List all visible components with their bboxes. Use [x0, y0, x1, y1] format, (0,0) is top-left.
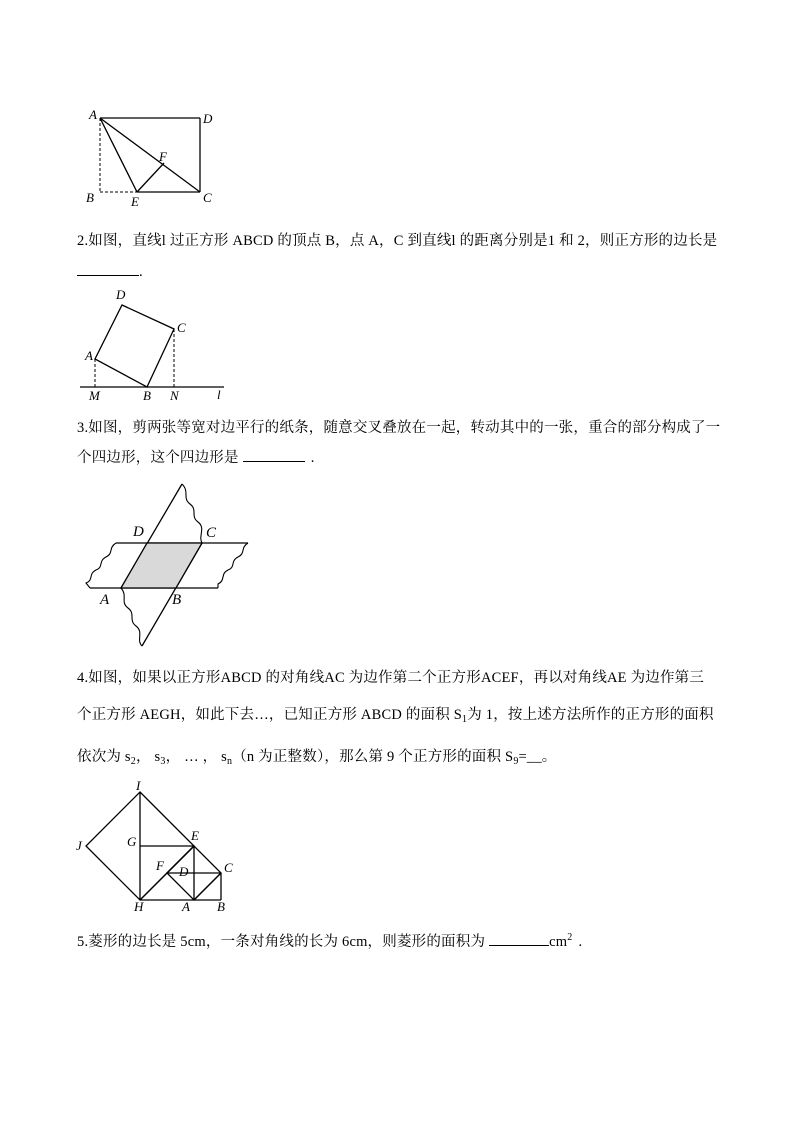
question-2-line-1: 2.如图，直线l 过正方形 ABCD 的顶点 B，点 A，C 到直线l 的距离分别是1 和 2，则正方形的边长是	[77, 233, 718, 249]
label-l: l	[217, 387, 221, 402]
label-n: N	[170, 388, 179, 403]
label-b: B	[172, 592, 182, 608]
label-i: I	[136, 778, 141, 793]
label-b: B	[143, 388, 151, 403]
question-4-line-2: 个正方形 AEGH，如此下去…，已知正方形 ABCD 的面积 $S_1$为 1，按上述方法所作的正方形的面积	[77, 707, 714, 725]
label-e: E	[131, 194, 139, 209]
answer-blank	[77, 261, 139, 276]
label-b: B	[217, 899, 225, 914]
label-a: A	[85, 348, 93, 363]
label-c: C	[203, 190, 212, 205]
figure-paper-strips	[78, 480, 258, 650]
label-c: C	[206, 525, 217, 541]
figure-rectangle-abcd	[80, 104, 230, 212]
question-2-line-2: .	[77, 261, 143, 281]
label-f: F	[156, 858, 164, 873]
label-e: E	[191, 828, 199, 843]
label-f: F	[159, 149, 167, 164]
label-d: D	[116, 287, 126, 302]
figure-nested-squares	[74, 780, 244, 912]
question-3-line-1: 3.如图，剪两张等宽对边平行的纸条，随意交叉叠放在一起，转动其中的一张，重合的部分构成了一	[77, 420, 721, 436]
label-a: A	[182, 899, 190, 914]
question-4-line-3: 依次为 $s_2$， $s_3$， … ， $s_n(n$ 为正整数），那么第 9 个正方形的面积 $S_9=\_\_$。	[77, 749, 557, 767]
label-m: M	[89, 388, 100, 403]
label-j: J	[76, 838, 82, 853]
label-b: B	[86, 190, 94, 205]
label-h: H	[134, 899, 144, 914]
label-g: G	[127, 834, 137, 849]
label-a: A	[100, 592, 110, 608]
question-3-line-2: 个四边形，这个四边形是 .	[77, 446, 315, 467]
label-d: D	[133, 524, 144, 540]
answer-blank	[243, 447, 305, 462]
question-4-line-1: 4.如图，如果以正方形ABCD 的对角线AC 为边作第二个正方形ACEF，再以对角线AE 为边作第三	[77, 670, 705, 686]
answer-blank	[489, 931, 549, 946]
label-a: A	[89, 107, 97, 122]
label-c: C	[224, 860, 233, 875]
label-d: D	[179, 864, 189, 879]
figure-square-on-line	[76, 286, 236, 404]
label-c: C	[177, 320, 186, 335]
question-5-line: 5.菱形的边长是 5cm，一条对角线的长为 6cm，则菱形的面积为 $cm^2$ .	[77, 932, 583, 950]
label-d: D	[203, 111, 213, 126]
